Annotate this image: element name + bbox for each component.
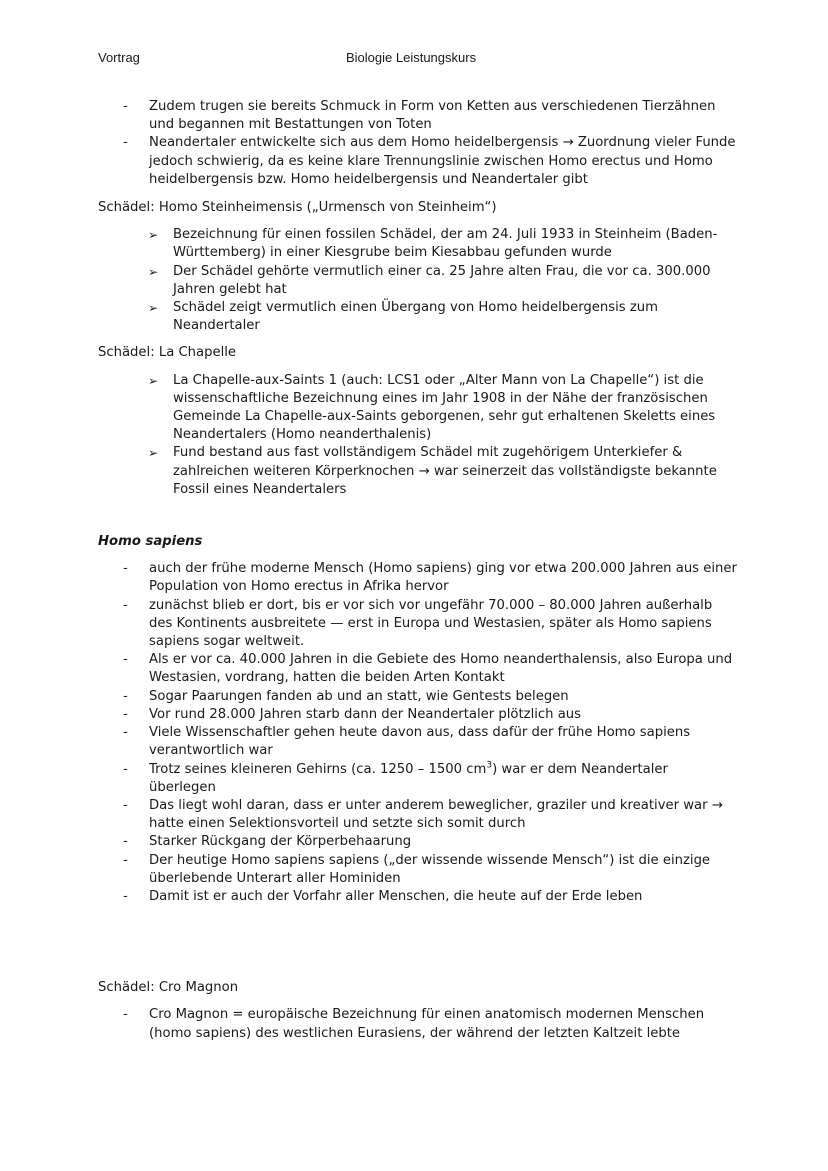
dash-marker: - [123, 652, 128, 668]
arrow-bullet-icon: ➢ [148, 228, 159, 243]
dash-marker: - [123, 1007, 128, 1023]
list-item: ➢ Fund bestand aus fast vollständigem Schädel mit zugehörigem Unterkiefer & zahlreichen weiteren Körperknochen → war seinerzeit das vollständigste bekannte Fossil eines Neandertalers [148, 445, 717, 497]
dash-marker: - [123, 888, 128, 904]
dash-marker: - [123, 797, 128, 813]
dash-marker: - [123, 761, 128, 777]
header-left: Vortrag [98, 50, 140, 65]
dash-marker: - [123, 688, 128, 704]
sapiens-list [98, 560, 738, 906]
intro-list [98, 98, 738, 189]
list-item: - Sogar Paarungen fanden ab und an statt, wie Gentests belegen [98, 688, 738, 706]
list-item: - Vor rund 28.000 Jahren starb dann der Neandertaler plötzlich aus [98, 706, 738, 724]
list-item: - Zudem trugen sie bereits Schmuck in Form von Ketten aus verschiedenen Tierzähnen und begannen mit Bestattungen von Toten [123, 99, 716, 133]
cromagnon-list [98, 1006, 738, 1042]
list-item: - zunächst blieb er dort, bis er vor sich vor ungefähr 70.000 – 80.000 Jahren außerhalb des Kontinents ausbreitete — erst in Europa und Westasien, später als Homo sapiens sapiens sogar weltweit. [123, 597, 713, 650]
dash-marker: - [123, 706, 128, 722]
list-item: - Neandertaler entwickelte sich aus dem Homo heidelbergensis → Zuordnung vieler Funde jedoch schwierig, da es keine klare Trennungslinie zwischen Homo erectus und Homo heidelbergensis bzw. Homo heidelbergensis und Neandertaler gibt [123, 135, 736, 187]
list-item: - Das liegt wohl daran, dass er unter anderem beweglicher, graziler und kreativer war → hatte einen Selektionsvorteil und setzte sich somit durch [123, 797, 723, 832]
chapelle-heading: Schädel: La Chapelle [98, 345, 237, 361]
list-item: - Als er vor ca. 40.000 Jahren in die Gebiete des Homo neanderthalensis, also Europa und Westasien, vordrang, hatten die beiden Arten Kontakt [123, 652, 733, 686]
sapiens-title: Homo sapiens [98, 534, 203, 550]
dash-marker: - [123, 135, 128, 151]
steinheim-heading: Schädel: Homo Steinheimensis („Urmensch von Steinheim“) [98, 200, 497, 216]
arrow-bullet-icon: ➢ [148, 301, 159, 316]
list-item: ➢ La Chapelle-aux-Saints 1 (auch: LCS1 oder „Alter Mann von La Chapelle“) ist die wissenschaftliche Bezeichnung eines im Jahr 1908 in der Nähe der französischen Gemeinde La Chapelle-aux-Saints geborgenen, sehr gut erhaltenen Skeletts eines Neandertalers (Homo neanderthalenis) [148, 372, 716, 443]
list-item: ➢ Der Schädel gehörte vermutlich einer ca. 25 Jahre alten Frau, die vor ca. 300.000 Jahren gelebt hat [148, 263, 711, 297]
header-center: Biologie Leistungskurs [346, 50, 477, 65]
dash-marker: - [123, 99, 128, 114]
dash-marker: - [123, 725, 128, 741]
dash-marker: - [123, 597, 128, 613]
dash-marker: - [123, 852, 128, 868]
list-item: - Trotz seines kleineren Gehirns (ca. 1250 – 1500 $cm^3$) war er dem Neandertaler überlegen [123, 760, 668, 795]
list-item: - Viele Wissenschaftler gehen heute davon aus, dass dafür der frühe Homo sapiens verantwortlich war [123, 725, 691, 759]
list-item: ➢ Bezeichnung für einen fossilen Schädel, der am 24. Juli 1933 in Steinheim (Baden-Württemberg) in einer Kiesgrube beim Kiesabbau gefunden wurde [148, 227, 718, 261]
list-item: - Starker Rückgang der Körperbehaarung [98, 833, 738, 851]
dash-marker: - [123, 561, 128, 577]
document-body [98, 98, 738, 1043]
list-item: - auch der frühe moderne Mensch (Homo sapiens) ging vor etwa 200.000 Jahren aus einer Population von Homo erectus in Afrika hervor [123, 561, 737, 595]
steinheim-list [98, 226, 738, 335]
list-item: - Damit ist er auch der Vorfahr aller Menschen, die heute auf der Erde leben [98, 888, 738, 906]
arrow-bullet-icon: ➢ [148, 264, 159, 279]
arrow-bullet-icon: ➢ [148, 446, 159, 461]
list-item: - Cro Magnon = europäische Bezeichnung für einen anatomisch modernen Menschen (homo sapiens) des westlichen Eurasiens, der während der letzten Kaltzeit lebte [123, 1007, 705, 1041]
chapelle-list [98, 372, 738, 499]
cromagnon-heading: Schädel: Cro Magnon [98, 980, 239, 996]
list-item: - Der heutige Homo sapiens sapiens („der wissende wissende Mensch“) ist die einzige überlebende Unterart aller Hominiden [123, 852, 711, 886]
page-header [98, 50, 730, 70]
list-item: ➢ Schädel zeigt vermutlich einen Übergang von Homo heidelbergensis zum Neandertaler [148, 300, 658, 334]
superscript-three: 3 [486, 760, 493, 771]
dash-marker: - [123, 834, 128, 850]
arrow-bullet-icon: ➢ [148, 373, 159, 388]
